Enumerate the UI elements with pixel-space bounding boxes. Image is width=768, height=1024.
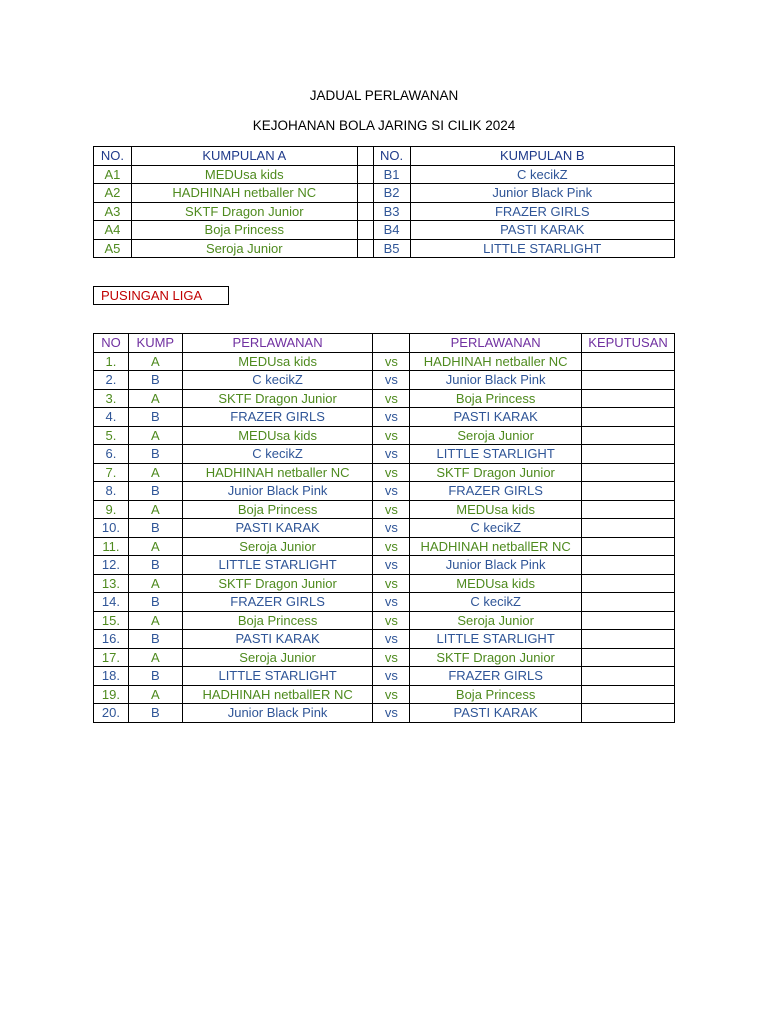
match-row — [94, 408, 675, 427]
match-away-team: FRAZER GIRLS — [410, 482, 582, 501]
match-row — [94, 482, 675, 501]
match-home-team: Boja Princess — [182, 500, 373, 519]
spacer-cell — [357, 221, 373, 240]
match-vs: vs — [373, 667, 410, 686]
match-home-team: LITTLE STARLIGHT — [182, 667, 373, 686]
match-result — [582, 593, 675, 612]
group-b-code: B2 — [373, 184, 410, 203]
match-away-team: SKTF Dragon Junior — [410, 648, 582, 667]
match-away-team: C kecikZ — [410, 593, 582, 612]
group-a-team: Boja Princess — [131, 221, 357, 240]
match-number: 13. — [94, 574, 129, 593]
spacer-cell — [357, 202, 373, 221]
groups-table — [93, 146, 675, 258]
match-number: 4. — [94, 408, 129, 427]
match-vs: vs — [373, 408, 410, 427]
match-group: B — [128, 593, 182, 612]
match-number: 10. — [94, 519, 129, 538]
match-home-team: Seroja Junior — [182, 537, 373, 556]
match-number: 14. — [94, 593, 129, 612]
header-no-a: NO. — [94, 147, 132, 166]
match-away-team: Junior Black Pink — [410, 371, 582, 390]
match-home-team: MEDUsa kids — [182, 426, 373, 445]
match-vs: vs — [373, 630, 410, 649]
match-vs: vs — [373, 593, 410, 612]
group-a-team: HADHINAH netballer NC — [131, 184, 357, 203]
match-home-team: SKTF Dragon Junior — [182, 574, 373, 593]
match-vs: vs — [373, 482, 410, 501]
match-number: 2. — [94, 371, 129, 390]
header-no-b: NO. — [373, 147, 410, 166]
match-vs: vs — [373, 445, 410, 464]
match-group: A — [128, 611, 182, 630]
match-home-team: LITTLE STARLIGHT — [182, 556, 373, 575]
group-a-code: A3 — [94, 202, 132, 221]
match-vs: vs — [373, 389, 410, 408]
header-group: KUMP — [128, 334, 182, 353]
header-group-a: KUMPULAN A — [131, 147, 357, 166]
match-row — [94, 556, 675, 575]
match-home-team: Junior Black Pink — [182, 704, 373, 723]
match-away-team: C kecikZ — [410, 519, 582, 538]
match-away-team: LITTLE STARLIGHT — [410, 445, 582, 464]
match-home-team: Boja Princess — [182, 611, 373, 630]
match-number: 8. — [94, 482, 129, 501]
match-number: 18. — [94, 667, 129, 686]
match-home-team: HADHINAH netballer NC — [182, 463, 373, 482]
match-away-team: Seroja Junior — [410, 611, 582, 630]
match-group: B — [128, 482, 182, 501]
match-group: B — [128, 630, 182, 649]
group-b-team: LITTLE STARLIGHT — [410, 239, 675, 258]
match-group: A — [128, 685, 182, 704]
match-row — [94, 574, 675, 593]
match-row — [94, 500, 675, 519]
match-number: 20. — [94, 704, 129, 723]
match-result — [582, 648, 675, 667]
match-away-team: FRAZER GIRLS — [410, 667, 582, 686]
league-label: PUSINGAN LIGA — [93, 286, 229, 305]
match-home-team: Seroja Junior — [182, 648, 373, 667]
group-a-code: A4 — [94, 221, 132, 240]
matches-header-row — [94, 334, 675, 353]
match-vs: vs — [373, 574, 410, 593]
match-group: A — [128, 500, 182, 519]
match-group: A — [128, 574, 182, 593]
match-result — [582, 704, 675, 723]
match-row — [94, 667, 675, 686]
match-result — [582, 371, 675, 390]
match-away-team: PASTI KARAK — [410, 408, 582, 427]
match-home-team: MEDUsa kids — [182, 352, 373, 371]
match-result — [582, 519, 675, 538]
header-group-b: KUMPULAN B — [410, 147, 675, 166]
match-away-team: Junior Black Pink — [410, 556, 582, 575]
matches-table — [93, 333, 675, 723]
match-group: A — [128, 352, 182, 371]
match-away-team: Boja Princess — [410, 685, 582, 704]
match-result — [582, 482, 675, 501]
match-group: B — [128, 519, 182, 538]
match-row — [94, 463, 675, 482]
match-number: 1. — [94, 352, 129, 371]
match-result — [582, 352, 675, 371]
match-home-team: Junior Black Pink — [182, 482, 373, 501]
match-result — [582, 500, 675, 519]
match-number: 15. — [94, 611, 129, 630]
match-row — [94, 685, 675, 704]
match-group: A — [128, 463, 182, 482]
match-away-team: HADHINAH netballer NC — [410, 352, 582, 371]
spacer-cell — [357, 165, 373, 184]
match-vs: vs — [373, 371, 410, 390]
match-group: B — [128, 556, 182, 575]
match-group: B — [128, 371, 182, 390]
header-match-home: PERLAWANAN — [182, 334, 373, 353]
match-group: A — [128, 426, 182, 445]
match-number: 6. — [94, 445, 129, 464]
match-number: 11. — [94, 537, 129, 556]
header-vs — [373, 334, 410, 353]
match-vs: vs — [373, 685, 410, 704]
match-group: A — [128, 648, 182, 667]
match-vs: vs — [373, 463, 410, 482]
match-home-team: HADHINAH netballER NC — [182, 685, 373, 704]
group-row — [94, 221, 675, 240]
group-row — [94, 184, 675, 203]
header-no: NO — [94, 334, 129, 353]
match-away-team: Seroja Junior — [410, 426, 582, 445]
match-group: A — [128, 537, 182, 556]
match-away-team: PASTI KARAK — [410, 704, 582, 723]
match-row — [94, 426, 675, 445]
match-vs: vs — [373, 648, 410, 667]
group-a-team: SKTF Dragon Junior — [131, 202, 357, 221]
group-b-team: Junior Black Pink — [410, 184, 675, 203]
match-row — [94, 445, 675, 464]
match-group: B — [128, 408, 182, 427]
match-vs: vs — [373, 611, 410, 630]
match-row — [94, 389, 675, 408]
group-b-team: PASTI KARAK — [410, 221, 675, 240]
match-number: 3. — [94, 389, 129, 408]
match-row — [94, 371, 675, 390]
match-home-team: SKTF Dragon Junior — [182, 389, 373, 408]
match-result — [582, 667, 675, 686]
spacer-cell — [357, 239, 373, 258]
group-b-code: B4 — [373, 221, 410, 240]
spacer-cell — [357, 184, 373, 203]
match-vs: vs — [373, 537, 410, 556]
header-match-away: PERLAWANAN — [410, 334, 582, 353]
match-result — [582, 611, 675, 630]
match-row — [94, 593, 675, 612]
match-away-team: SKTF Dragon Junior — [410, 463, 582, 482]
match-result — [582, 574, 675, 593]
match-row — [94, 704, 675, 723]
match-row — [94, 352, 675, 371]
match-number: 16. — [94, 630, 129, 649]
match-row — [94, 519, 675, 538]
group-row — [94, 239, 675, 258]
match-result — [582, 537, 675, 556]
match-row — [94, 648, 675, 667]
match-number: 9. — [94, 500, 129, 519]
match-vs: vs — [373, 426, 410, 445]
match-group: B — [128, 667, 182, 686]
group-a-code: A1 — [94, 165, 132, 184]
group-b-team: FRAZER GIRLS — [410, 202, 675, 221]
match-result — [582, 445, 675, 464]
groups-header-row — [94, 147, 675, 166]
match-home-team: FRAZER GIRLS — [182, 593, 373, 612]
match-vs: vs — [373, 500, 410, 519]
group-a-team: MEDUsa kids — [131, 165, 357, 184]
match-home-team: FRAZER GIRLS — [182, 408, 373, 427]
match-away-team: LITTLE STARLIGHT — [410, 630, 582, 649]
match-home-team: PASTI KARAK — [182, 630, 373, 649]
match-away-team: Boja Princess — [410, 389, 582, 408]
match-away-team: HADHINAH netballER NC — [410, 537, 582, 556]
match-away-team: MEDUsa kids — [410, 574, 582, 593]
match-number: 17. — [94, 648, 129, 667]
match-group: B — [128, 445, 182, 464]
match-vs: vs — [373, 352, 410, 371]
match-row — [94, 611, 675, 630]
group-a-team: Seroja Junior — [131, 239, 357, 258]
group-b-code: B1 — [373, 165, 410, 184]
match-result — [582, 630, 675, 649]
match-result — [582, 408, 675, 427]
match-home-team: C kecikZ — [182, 371, 373, 390]
match-vs: vs — [373, 519, 410, 538]
match-away-team: MEDUsa kids — [410, 500, 582, 519]
header-result: KEPUTUSAN — [582, 334, 675, 353]
group-b-team: C kecikZ — [410, 165, 675, 184]
group-a-code: A2 — [94, 184, 132, 203]
match-group: B — [128, 704, 182, 723]
group-b-code: B3 — [373, 202, 410, 221]
match-vs: vs — [373, 704, 410, 723]
match-result — [582, 463, 675, 482]
group-row — [94, 202, 675, 221]
spacer-cell — [357, 147, 373, 166]
match-result — [582, 389, 675, 408]
match-row — [94, 630, 675, 649]
group-b-code: B5 — [373, 239, 410, 258]
match-result — [582, 426, 675, 445]
match-number: 5. — [94, 426, 129, 445]
match-group: A — [128, 389, 182, 408]
match-vs: vs — [373, 556, 410, 575]
group-a-code: A5 — [94, 239, 132, 258]
match-home-team: C kecikZ — [182, 445, 373, 464]
match-result — [582, 556, 675, 575]
page-subtitle: KEJOHANAN BOLA JARING SI CILIK 2024 — [252, 118, 516, 133]
group-row — [94, 165, 675, 184]
match-number: 19. — [94, 685, 129, 704]
match-home-team: PASTI KARAK — [182, 519, 373, 538]
match-number: 12. — [94, 556, 129, 575]
match-number: 7. — [94, 463, 129, 482]
match-row — [94, 537, 675, 556]
match-result — [582, 685, 675, 704]
page-title: JADUAL PERLAWANAN — [309, 88, 459, 103]
